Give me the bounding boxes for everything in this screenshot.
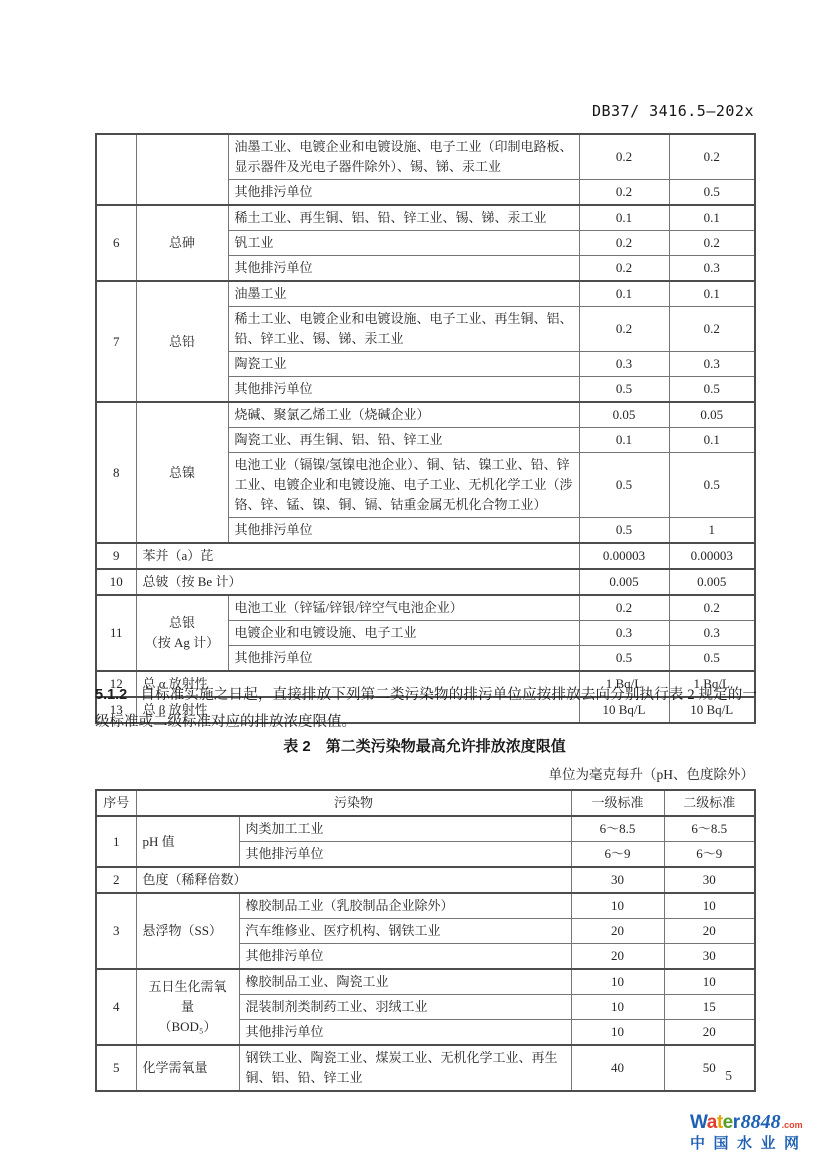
grade1-limit-cell: 0.2 bbox=[579, 307, 669, 352]
industry-cell: 钢铁工业、陶瓷工业、煤炭工业、无机化学工业、再生铜、铝、铅、锌工业 bbox=[239, 1045, 571, 1091]
serial-cell: 11 bbox=[96, 595, 136, 671]
industry-cell: 稀土工业、电镀企业和电镀设施、电子工业、再生铜、铝、铅、锌工业、锡、锑、汞工业 bbox=[228, 307, 579, 352]
grade2-limit-cell: 1 Bq/L bbox=[669, 671, 755, 697]
grade2-limit-cell: 0.2 bbox=[669, 307, 755, 352]
pollutant-cell bbox=[136, 969, 239, 1045]
serial-cell: 10 bbox=[96, 569, 136, 595]
standard-number-header: DB37/ 3416.5—202x bbox=[591, 102, 754, 120]
logo-wordmark bbox=[690, 1111, 822, 1134]
grade2-limit-cell: 15 bbox=[664, 995, 755, 1020]
header-grade2: 二级标准 bbox=[664, 790, 755, 816]
grade2-limit-cell: 50 bbox=[664, 1045, 755, 1091]
industry-cell: 橡胶制品工业（乳胶制品企业除外） bbox=[239, 893, 571, 919]
grade2-limit-cell: 0.3 bbox=[669, 621, 755, 646]
header-pollutant: 污染物 bbox=[136, 790, 571, 816]
table1-class1-pollutant-limits bbox=[95, 133, 756, 724]
pollutant-cell: 总镍 bbox=[136, 402, 228, 543]
logo-letter: W bbox=[690, 1112, 707, 1133]
pollutant-cell: 总 β 放射性 bbox=[136, 697, 579, 723]
grade2-limit-cell: 20 bbox=[664, 919, 755, 944]
grade1-limit-cell: 0.2 bbox=[579, 180, 669, 206]
logo-letter: e bbox=[722, 1112, 733, 1133]
serial-cell: 7 bbox=[96, 281, 136, 402]
grade1-limit-cell: 0.1 bbox=[579, 281, 669, 307]
grade2-limit-cell: 10 bbox=[664, 893, 755, 919]
industry-cell: 稀土工业、再生铜、铝、铅、锌工业、锡、锑、汞工业 bbox=[228, 205, 579, 231]
table-row bbox=[96, 595, 755, 621]
grade1-limit-cell: 6～9 bbox=[571, 842, 664, 868]
grade2-limit-cell: 0.00003 bbox=[669, 543, 755, 569]
pollutant-name: 总银 bbox=[168, 615, 195, 630]
industry-cell: 烧碱、聚氯乙烯工业（烧碱企业） bbox=[228, 402, 579, 428]
grade2-limit-cell: 30 bbox=[664, 944, 755, 970]
grade1-limit-cell: 10 bbox=[571, 969, 664, 995]
grade2-limit-cell: 0.1 bbox=[669, 281, 755, 307]
table-row bbox=[96, 816, 755, 842]
pollutant-cell: 总砷 bbox=[136, 205, 228, 281]
grade1-limit-cell: 0.5 bbox=[579, 518, 669, 544]
grade1-limit-cell: 0.1 bbox=[579, 428, 669, 453]
table2-title: 表 2 第二类污染物最高允许排放浓度限值 bbox=[283, 738, 566, 755]
grade2-limit-cell: 0.5 bbox=[669, 646, 755, 672]
serial-cell: 12 bbox=[96, 671, 136, 697]
grade2-limit-cell: 0.3 bbox=[669, 256, 755, 282]
grade1-limit-cell: 0.05 bbox=[579, 402, 669, 428]
serial-cell: 13 bbox=[96, 697, 136, 723]
grade1-limit-cell: 0.2 bbox=[579, 595, 669, 621]
grade2-limit-cell: 0.5 bbox=[669, 377, 755, 403]
grade2-limit-cell: 0.2 bbox=[669, 134, 755, 180]
grade2-limit-cell: 0.5 bbox=[669, 180, 755, 206]
pollutant-cell: 化学需氧量 bbox=[136, 1045, 239, 1091]
grade1-limit-cell: 0.5 bbox=[579, 453, 669, 518]
grade2-limit-cell: 0.2 bbox=[669, 595, 755, 621]
grade2-limit-cell: 30 bbox=[664, 867, 755, 893]
logo-chinese-name: 中国水业网 bbox=[690, 1134, 808, 1152]
industry-cell: 陶瓷工业 bbox=[228, 352, 579, 377]
serial-cell: 2 bbox=[96, 867, 136, 893]
grade2-limit-cell: 0.005 bbox=[669, 569, 755, 595]
table2-unit-note: 单位为毫克每升（pH、色度除外） bbox=[548, 767, 754, 782]
industry-cell: 其他排污单位 bbox=[228, 377, 579, 403]
grade1-limit-cell: 30 bbox=[571, 867, 664, 893]
pollutant-cell: 总 α 放射性 bbox=[136, 671, 579, 697]
grade2-limit-cell: 0.3 bbox=[669, 352, 755, 377]
grade1-limit-cell: 40 bbox=[571, 1045, 664, 1091]
grade2-limit-cell: 6～9 bbox=[664, 842, 755, 868]
industry-cell: 其他排污单位 bbox=[228, 256, 579, 282]
header-grade1: 一级标准 bbox=[571, 790, 664, 816]
logo-water-text bbox=[690, 1113, 740, 1134]
logo-8848-text: 8848 bbox=[740, 1111, 781, 1133]
grade2-limit-cell: 0.5 bbox=[669, 453, 755, 518]
grade1-limit-cell: 0.1 bbox=[579, 205, 669, 231]
grade1-limit-cell: 0.5 bbox=[579, 377, 669, 403]
grade2-limit-cell: 6～8.5 bbox=[664, 816, 755, 842]
table-header-row bbox=[96, 790, 755, 816]
grade1-limit-cell: 20 bbox=[571, 944, 664, 970]
grade1-limit-cell: 0.3 bbox=[579, 352, 669, 377]
table-row bbox=[96, 543, 755, 569]
pollutant-cell: 总铍（按 Be 计） bbox=[136, 569, 579, 595]
grade1-limit-cell: 10 Bq/L bbox=[579, 697, 669, 723]
grade1-limit-cell: 0.2 bbox=[579, 134, 669, 180]
grade2-limit-cell: 20 bbox=[664, 1020, 755, 1046]
grade1-limit-cell: 10 bbox=[571, 893, 664, 919]
logo-letter: t bbox=[716, 1112, 723, 1133]
grade1-limit-cell: 0.00003 bbox=[579, 543, 669, 569]
pollutant-cell: 苯并（a）芘 bbox=[136, 543, 579, 569]
logo-letter: a bbox=[706, 1112, 717, 1133]
industry-cell: 肉类加工工业 bbox=[239, 816, 571, 842]
grade1-limit-cell: 10 bbox=[571, 995, 664, 1020]
serial-cell: 4 bbox=[96, 969, 136, 1045]
grade2-limit-cell: 0.2 bbox=[669, 231, 755, 256]
table-row bbox=[96, 969, 755, 995]
serial-cell: 8 bbox=[96, 402, 136, 543]
pollutant-cell: pH 值 bbox=[136, 816, 239, 867]
industry-cell: 其他排污单位 bbox=[239, 842, 571, 868]
pollutant-cell: 悬浮物（SS） bbox=[136, 893, 239, 969]
industry-cell: 其他排污单位 bbox=[239, 944, 571, 970]
clause-text: 自标准实施之日起，直接排放下列第二类污染物的排污单位应按排放去向分别执行表 2 规定的一级标准或二级标准对应的排放浓度限值。 bbox=[95, 687, 757, 730]
industry-cell: 电镀企业和电镀设施、电子工业 bbox=[228, 621, 579, 646]
pollutant-cell: 总铅 bbox=[136, 281, 228, 402]
pollutant-cell bbox=[136, 595, 228, 671]
industry-cell: 电池工业（镉镍/氢镍电池企业）、铜、钴、镍工业、铅、锌工业、电镀企业和电镀设施、电子工业、无机化学工业（涉铬、锌、锰、镍、铜、镉、钴重金属无机化合物工业） bbox=[228, 453, 579, 518]
logo-com-text: .com bbox=[781, 1120, 803, 1130]
table-row bbox=[96, 281, 755, 307]
table-row bbox=[96, 893, 755, 919]
industry-cell: 其他排污单位 bbox=[228, 180, 579, 206]
grade1-limit-cell: 20 bbox=[571, 919, 664, 944]
pollutant-name: 五日生化需氧量 bbox=[148, 979, 227, 1014]
serial-cell: 6 bbox=[96, 205, 136, 281]
industry-cell: 电池工业（锌锰/锌银/锌空气电池企业） bbox=[228, 595, 579, 621]
industry-cell: 其他排污单位 bbox=[228, 518, 579, 544]
grade2-limit-cell: 0.05 bbox=[669, 402, 755, 428]
industry-cell: 其他排污单位 bbox=[228, 646, 579, 672]
grade2-limit-cell: 0.1 bbox=[669, 428, 755, 453]
grade1-limit-cell: 10 bbox=[571, 1020, 664, 1046]
logo-letter: r bbox=[732, 1112, 740, 1133]
pollutant-cell bbox=[136, 134, 228, 205]
page-number: 5 bbox=[725, 1068, 732, 1083]
serial-cell: 9 bbox=[96, 543, 136, 569]
table-row bbox=[96, 569, 755, 595]
grade2-limit-cell: 0.1 bbox=[669, 205, 755, 231]
grade1-limit-cell: 0.2 bbox=[579, 231, 669, 256]
pollutant-name-note: （按 Ag 计） bbox=[144, 635, 220, 650]
grade1-limit-cell: 0.2 bbox=[579, 256, 669, 282]
table-row bbox=[96, 205, 755, 231]
grade2-limit-cell: 10 Bq/L bbox=[669, 697, 755, 723]
grade1-limit-cell: 1 Bq/L bbox=[579, 671, 669, 697]
industry-cell: 汽车维修业、医疗机构、钢铁工业 bbox=[239, 919, 571, 944]
grade2-limit-cell: 10 bbox=[664, 969, 755, 995]
industry-cell: 其他排污单位 bbox=[239, 1020, 571, 1046]
grade1-limit-cell: 0.005 bbox=[579, 569, 669, 595]
table-row bbox=[96, 134, 755, 180]
serial-cell: 5 bbox=[96, 1045, 136, 1091]
serial-cell: 3 bbox=[96, 893, 136, 969]
pollutant-cell: 色度（稀释倍数） bbox=[136, 867, 571, 893]
industry-cell: 陶瓷工业、再生铜、铝、铅、锌工业 bbox=[228, 428, 579, 453]
serial-cell bbox=[96, 134, 136, 205]
industry-cell: 混装制剂类制药工业、羽绒工业 bbox=[239, 995, 571, 1020]
industry-cell: 钒工业 bbox=[228, 231, 579, 256]
clause-number: 5.1.2 bbox=[95, 687, 128, 703]
table-row bbox=[96, 402, 755, 428]
industry-cell: 橡胶制品工业、陶瓷工业 bbox=[239, 969, 571, 995]
grade1-limit-cell: 0.3 bbox=[579, 621, 669, 646]
header-serial: 序号 bbox=[96, 790, 136, 816]
clause-5-1-2 bbox=[95, 682, 757, 736]
table2-class2-pollutant-limits bbox=[95, 789, 756, 1092]
grade2-limit-cell: 1 bbox=[669, 518, 755, 544]
pollutant-name-note: （BOD₅） bbox=[158, 1019, 217, 1034]
table-row bbox=[96, 867, 755, 893]
grade1-limit-cell: 6～8.5 bbox=[571, 816, 664, 842]
serial-cell: 1 bbox=[96, 816, 136, 867]
industry-cell: 油墨工业 bbox=[228, 281, 579, 307]
water8848-watermark-logo bbox=[690, 1111, 822, 1152]
industry-cell: 油墨工业、电镀企业和电镀设施、电子工业（印制电路板、显示器件及光电子器件除外）、锡、锑、汞工业 bbox=[228, 134, 579, 180]
grade1-limit-cell: 0.5 bbox=[579, 646, 669, 672]
